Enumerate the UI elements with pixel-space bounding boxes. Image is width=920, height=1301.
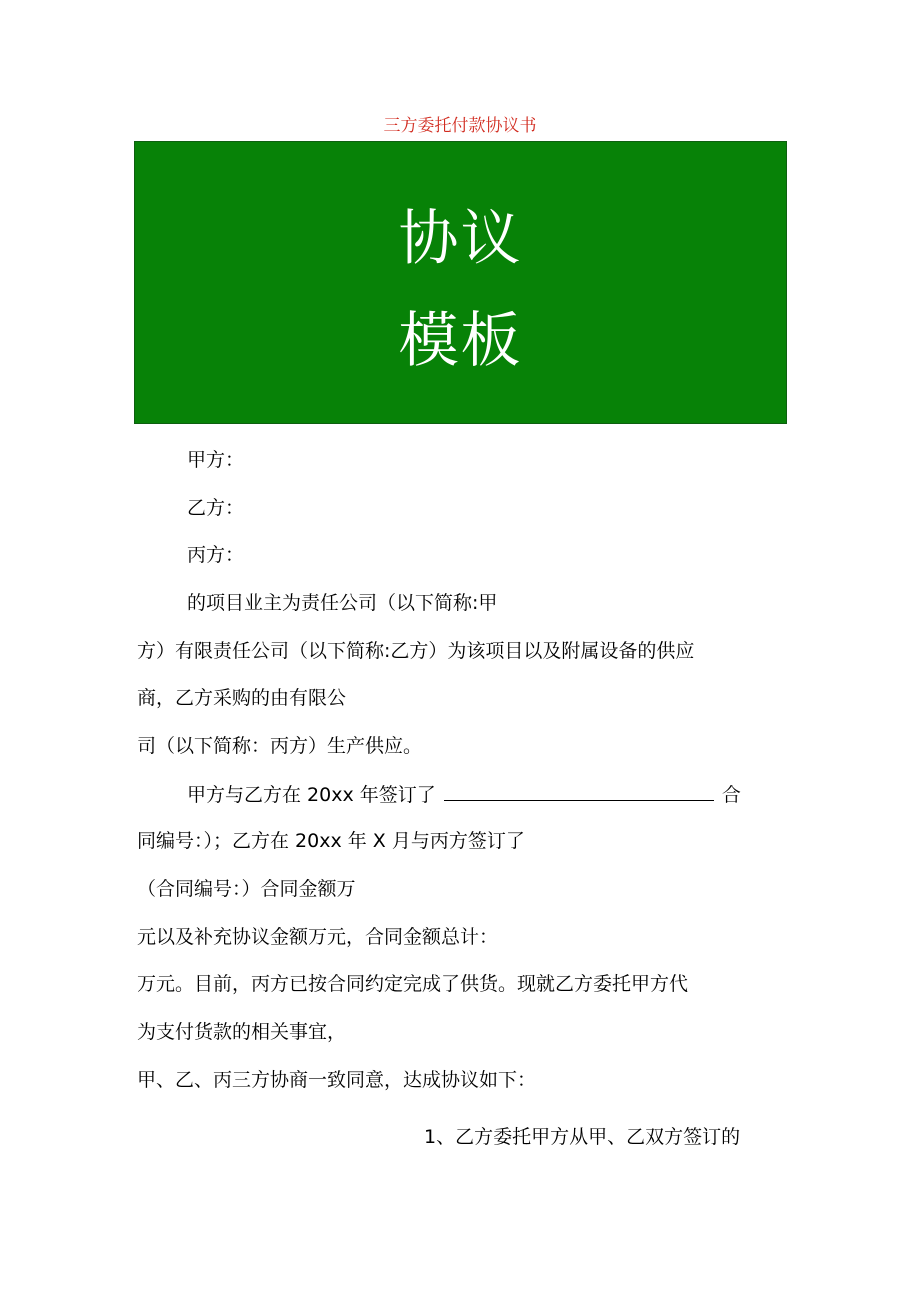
paragraph-line-11: 甲、乙、丙三方协商一致同意，达成协议如下： (137, 1069, 537, 1091)
title-banner (134, 141, 787, 424)
banner-line-2: 模板 (398, 306, 523, 376)
paragraph-line-9: 万元。目前，丙方已按合同约定完成了供货。现就乙方委托甲方代 (137, 973, 689, 995)
clause-1-line: 1、乙方委托甲方从甲、乙双方签订的 (424, 1126, 741, 1148)
paragraph-line-8: 元以及补充协议金额万元，合同金额总计： (137, 926, 499, 948)
paragraph-line-5 (187, 780, 741, 809)
paragraph-line-3: 商，乙方采购的由有限公 (137, 687, 347, 709)
paragraph-line-1: 的项目业主为责任公司（以下简称:甲 (187, 592, 498, 614)
paragraph-line-4: 司（以下简称：丙方）生产供应。 (137, 735, 423, 757)
contract-sentence-end: 合 (721, 784, 741, 806)
paragraph-line-6: 同编号：）；乙方在 20xx 年 X 月与丙方签订了 (137, 830, 525, 852)
banner-line-1: 协议 (398, 204, 523, 274)
paragraph-line-10: 为支付货款的相关事宜， (137, 1021, 347, 1043)
paragraph-line-2: 方）有限责任公司（以下简称:乙方）为该项目以及附属设备的供应 (137, 640, 695, 662)
contract-sentence-start: 甲方与乙方在 20xx 年签订了 (187, 784, 436, 806)
party-b-label: 乙方： (187, 497, 245, 519)
party-c-label: 丙方： (187, 544, 245, 566)
paragraph-line-7: （合同编号：）合同金额万 (137, 878, 356, 900)
document-title: 三方委托付款协议书 (383, 116, 537, 136)
party-a-label: 甲方： (187, 449, 245, 471)
contract-name-blank (444, 780, 714, 801)
